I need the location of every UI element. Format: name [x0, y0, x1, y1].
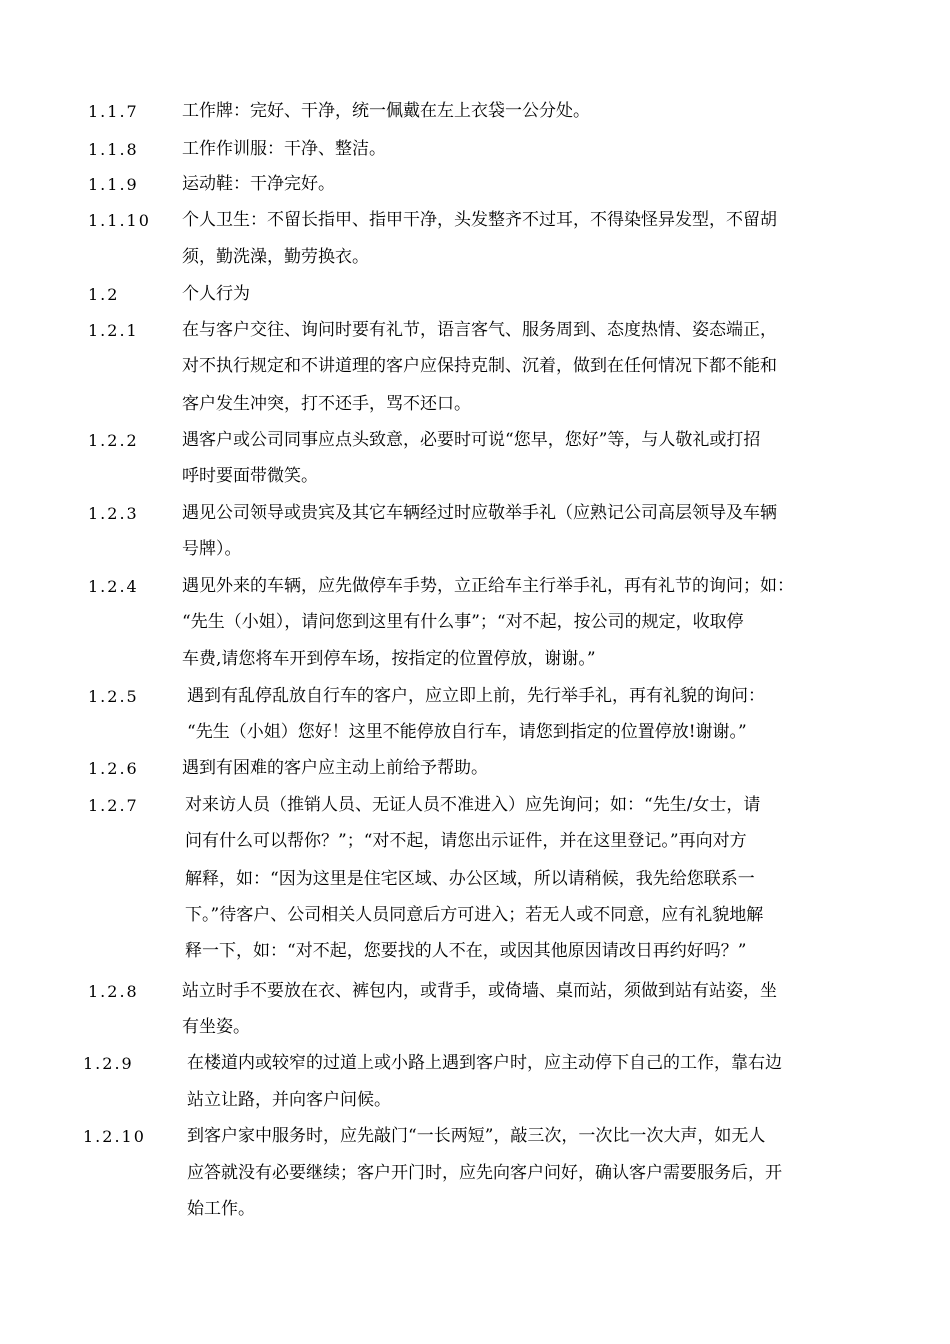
section-text-line: 始工作。	[187, 1199, 255, 1219]
section-text-line: 下。”待客户、公司相关人员同意后方可进入；若无人或不同意，应有礼貌地解	[185, 905, 764, 925]
section-text-line: 释一下，如：“对不起，您要找的人不在，或因其他原因请改日再约好吗？”	[185, 941, 747, 961]
section-text-line: “先生（小姐）您好！这里不能停放自行车，请您到指定的位置停放!谢谢。”	[187, 722, 747, 742]
section-text-line: 遇见公司领导或贵宾及其它车辆经过时应敬举手礼（应熟记公司高层领导及车辆	[182, 503, 777, 523]
section-text-line: 遇客户或公司同事应点头致意，必要时可说“您早，您好”等，与人敬礼或打招	[182, 430, 761, 450]
section-number: 1.2.2	[88, 431, 139, 450]
section-text-line: 对来访人员（推销人员、无证人员不准进入）应先询问；如：“先生/女士，请	[185, 795, 761, 815]
section-text-line: 客户发生冲突，打不还手，骂不还口。	[182, 394, 471, 414]
section-text-line: 须，勤洗澡，勤劳换衣。	[182, 247, 369, 267]
section-text-line: 站立让路，并向客户问候。	[187, 1090, 391, 1110]
section-text-line: 到客户家中服务时，应先敲门“一长两短”，敲三次，一次比一次大声，如无人	[187, 1126, 766, 1146]
section-number: 1.1.8	[88, 140, 139, 159]
section-number: 1.1.7	[88, 102, 139, 121]
section-text-line: 遇到有困难的客户应主动上前给予帮助。	[182, 758, 488, 778]
section-text-line: 遇到有乱停乱放自行车的客户，应立即上前，先行举手礼，再有礼貌的询问：	[187, 686, 765, 706]
section-text-line: “先生（小姐），请问您到这里有什么事”；“对不起，按公司的规定，收取停	[182, 612, 744, 632]
section-number: 1.2.9	[83, 1054, 134, 1073]
section-number: 1.2.3	[88, 504, 139, 523]
section-number: 1.2.7	[88, 796, 139, 815]
section-number: 1.2.4	[88, 577, 139, 596]
section-text-line: 解释，如：“因为这里是住宅区域、办公区域，所以请稍候，我先给您联系一	[185, 869, 755, 889]
section-number: 1.1.9	[88, 175, 139, 194]
section-text-line: 个人卫生：不留长指甲、指甲干净，头发整齐不过耳，不得染怪异发型，不留胡	[182, 210, 777, 230]
section-number: 1.1.10	[88, 211, 151, 230]
section-number: 1.2.1	[88, 321, 139, 340]
section-text-line: 工作牌：完好、干净，统一佩戴在左上衣袋一公分处。	[182, 101, 590, 121]
section-text-line: 在与客户交往、询问时要有礼节，语言客气、服务周到、态度热情、姿态端正，	[182, 320, 777, 340]
section-number: 1.2.8	[88, 982, 139, 1001]
section-text-line: 号牌）。	[182, 539, 242, 559]
section-text-line: 站立时手不要放在衣、裤包内，或背手，或倚墙、桌而站，须做到站有站姿，坐	[182, 981, 777, 1001]
section-text-line: 运动鞋：干净完好。	[182, 174, 335, 194]
section-number: 1.2.10	[83, 1127, 146, 1146]
section-text-line: 问有什么可以帮你？”；“对不起，请您出示证件，并在这里登记。”再向对方	[185, 831, 747, 851]
section-number: 1.2	[88, 285, 120, 304]
section-text-line: 车费,请您将车开到停车场，按指定的位置停放，谢谢。”	[182, 649, 596, 669]
section-text-line: 个人行为	[182, 284, 250, 304]
section-text-line: 有坐姿。	[182, 1017, 250, 1037]
section-text-line: 应答就没有必要继续；客户开门时，应先向客户问好，确认客户需要服务后，开	[187, 1163, 782, 1183]
section-text-line: 在楼道内或较窄的过道上或小路上遇到客户时，应主动停下自己的工作，靠右边	[187, 1053, 782, 1073]
section-text-line: 呼时要面带微笑。	[182, 466, 318, 486]
section-text-line: 工作作训服：干净、整洁。	[182, 139, 386, 159]
section-text-line: 遇见外来的车辆，应先做停车手势，立正给车主行举手礼，再有礼节的询问；如：	[182, 576, 794, 596]
section-text-line: 对不执行规定和不讲道理的客户应保持克制、沉着，做到在任何情况下都不能和	[182, 356, 777, 376]
section-number: 1.2.5	[88, 687, 139, 706]
section-number: 1.2.6	[88, 759, 139, 778]
